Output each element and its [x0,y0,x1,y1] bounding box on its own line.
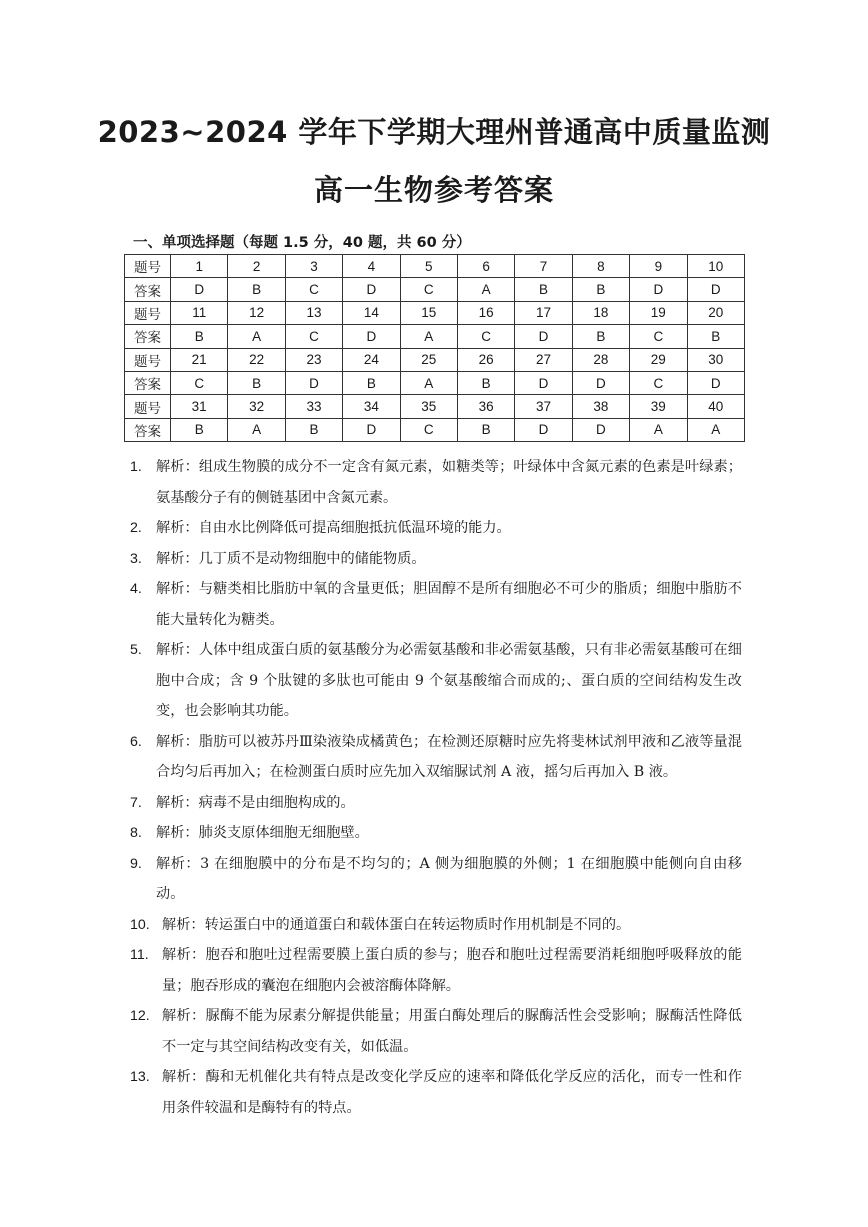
answer-cell: B [572,278,629,301]
answer-cell: B [515,278,572,301]
explanation-item [130,727,742,788]
explanation-text: 解析：几丁质不是动物细胞中的储能物质。 [156,550,426,567]
question-number-cell: 18 [572,301,629,324]
explanation-item [130,849,742,910]
answer-cell: B [572,325,629,348]
answer-cell: D [572,371,629,394]
question-number-cell: 36 [457,395,514,418]
explanation-item [130,788,742,819]
question-number-cell: 40 [687,395,744,418]
explanation-item [130,1001,742,1062]
answer-cell: A [400,325,457,348]
explanation-number: 8. [130,825,142,841]
row-label: 题号 [125,395,171,418]
explanation-number: 4. [130,581,142,597]
explanation-number: 11. [130,947,149,963]
explanation-list [130,452,742,1123]
answer-cell: B [457,371,514,394]
explanation-number: 5. [130,642,142,658]
question-number-row [125,395,745,418]
explanation-item [130,452,742,513]
explanation-text: 解析：胞吞和胞吐过程需要膜上蛋白质的参与；胞吞和胞吐过程需要消耗细胞呼吸释放的能量；胞吞形成的囊泡在细胞内会被溶酶体降解。 [162,947,742,994]
explanation-text: 解析：组成生物膜的成分不一定含有氮元素，如糖类等；叶绿体中含氮元素的色素是叶绿素；氨基酸分子有的侧链基团中含氮元素。 [156,459,742,506]
answer-cell: B [228,278,285,301]
answer-cell: A [630,418,687,441]
question-number-cell: 10 [687,255,744,278]
explanation-text: 解析：3 在细胞膜中的分布是不均匀的；A 侧为细胞膜的外侧；1 在细胞膜中能侧向自由移动。 [156,855,742,902]
answer-cell: C [457,325,514,348]
question-number-cell: 14 [343,301,400,324]
answer-cell: D [687,278,744,301]
explanation-number: 6. [130,733,142,750]
answer-cell: D [515,325,572,348]
explanation-number: 1. [130,459,142,475]
row-label: 题号 [125,255,171,278]
answer-cell: B [171,418,228,441]
question-number-cell: 5 [400,255,457,278]
answer-row [125,325,745,348]
explanation-text: 解析：脲酶不能为尿素分解提供能量；用蛋白酶处理后的脲酶活性会受影响；脲酶活性降低不一定与其空间结构改变有关，如低温。 [162,1008,742,1055]
question-number-cell: 25 [400,348,457,371]
explanation-number: 13. [130,1069,150,1085]
answer-cell: C [400,278,457,301]
question-number-cell: 4 [343,255,400,278]
explanation-text: 解析：人体中组成蛋白质的氨基酸分为必需氨基酸和非必需氨基酸，只有非必需氨基酸可在细胞中合成；含 9 个肽键的多肽也可能由 9 个氨基酸缩合而成的;、蛋白质的空间结构发生改变，也会影响其功能。 [156,642,742,719]
explanation-item [130,513,742,544]
question-number-cell: 35 [400,395,457,418]
explanation-number: 7. [130,794,142,811]
explanation-text: 解析：与糖类相比脂肪中氧的含量更低；胆固醇不是所有细胞必不可少的脂质；细胞中脂肪不能大量转化为糖类。 [156,581,742,628]
question-number-cell: 15 [400,301,457,324]
question-number-row [125,301,745,324]
question-number-cell: 39 [630,395,687,418]
explanation-item [130,1062,742,1123]
question-number-cell: 23 [285,348,342,371]
explanation-number: 9. [130,855,142,872]
answer-cell: C [630,371,687,394]
answer-cell: C [285,278,342,301]
answer-cell: C [630,325,687,348]
explanation-number: 2. [130,520,142,536]
question-number-cell: 21 [171,348,228,371]
answer-cell: C [285,325,342,348]
row-label: 答案 [125,325,171,348]
question-number-row [125,255,745,278]
document-title: 2023~2024 学年下学期大理州普通高中质量监测 [97,115,771,149]
answer-table [124,254,745,442]
question-number-cell: 19 [630,301,687,324]
answer-cell: B [457,418,514,441]
document-subtitle: 高一生物参考答案 [313,173,554,207]
explanation-text: 解析：酶和无机催化共有特点是改变化学反应的速率和降低化学反应的活化，而专一性和作用条件较温和是酶特有的特点。 [162,1069,742,1116]
question-number-row [125,348,745,371]
answer-cell: A [228,325,285,348]
answer-cell: D [515,371,572,394]
question-number-cell: 29 [630,348,687,371]
question-number-cell: 11 [171,301,228,324]
question-number-cell: 13 [285,301,342,324]
answer-cell: D [515,418,572,441]
explanation-text: 解析：脂肪可以被苏丹Ⅲ染液染成橘黄色；在检测还原糖时应先将斐林试剂甲液和乙液等量混合均匀后再加入；在检测蛋白质时应先加入双缩脲试剂 A 液，摇匀后再加入 B 液。 [156,733,742,780]
answer-cell: D [343,278,400,301]
question-number-cell: 22 [228,348,285,371]
section-heading: 一、单项选择题（每题 1.5 分，40 题，共 60 分） [133,235,471,251]
explanation-item [130,574,742,635]
question-number-cell: 8 [572,255,629,278]
question-number-cell: 3 [285,255,342,278]
answer-cell: A [400,371,457,394]
answer-cell: D [285,371,342,394]
question-number-cell: 16 [457,301,514,324]
answer-cell: A [228,418,285,441]
row-label: 答案 [125,418,171,441]
answer-cell: C [400,418,457,441]
question-number-cell: 20 [687,301,744,324]
answer-cell: D [343,325,400,348]
answer-cell: B [171,325,228,348]
answer-cell: B [687,325,744,348]
explanation-text: 解析：病毒不是由细胞构成的。 [156,794,355,811]
row-label: 答案 [125,371,171,394]
explanation-item [130,635,742,727]
question-number-cell: 31 [171,395,228,418]
answer-cell: C [171,371,228,394]
row-label: 题号 [125,301,171,324]
question-number-cell: 9 [630,255,687,278]
explanation-text: 解析：自由水比例降低可提高细胞抵抗低温环境的能力。 [156,520,511,536]
row-label: 答案 [125,278,171,301]
explanation-item [130,940,742,1001]
question-number-cell: 24 [343,348,400,371]
answer-row [125,371,745,394]
explanation-item [130,818,742,849]
answer-cell: D [343,418,400,441]
answer-cell: A [457,278,514,301]
question-number-cell: 34 [343,395,400,418]
answer-cell: B [343,371,400,394]
answer-cell: D [687,371,744,394]
explanation-number: 3. [130,550,142,567]
answer-cell: D [171,278,228,301]
answer-cell: D [572,418,629,441]
question-number-cell: 26 [457,348,514,371]
question-number-cell: 32 [228,395,285,418]
explanation-number: 10. [130,916,150,933]
question-number-cell: 17 [515,301,572,324]
explanation-text: 解析：肺炎支原体细胞无细胞壁。 [156,825,369,841]
answer-cell: B [228,371,285,394]
row-label: 题号 [125,348,171,371]
question-number-cell: 38 [572,395,629,418]
answer-cell: D [630,278,687,301]
question-number-cell: 2 [228,255,285,278]
question-number-cell: 28 [572,348,629,371]
answer-row [125,418,745,441]
question-number-cell: 37 [515,395,572,418]
explanation-text: 解析：转运蛋白中的通道蛋白和载体蛋白在转运物质时作用机制是不同的。 [162,916,631,933]
question-number-cell: 1 [171,255,228,278]
question-number-cell: 30 [687,348,744,371]
question-number-cell: 33 [285,395,342,418]
explanation-number: 12. [130,1008,150,1024]
question-number-cell: 7 [515,255,572,278]
explanation-item [130,910,742,941]
answer-cell: B [285,418,342,441]
answer-row [125,278,745,301]
question-number-cell: 6 [457,255,514,278]
answer-cell: A [687,418,744,441]
question-number-cell: 12 [228,301,285,324]
explanation-item [130,544,742,575]
question-number-cell: 27 [515,348,572,371]
